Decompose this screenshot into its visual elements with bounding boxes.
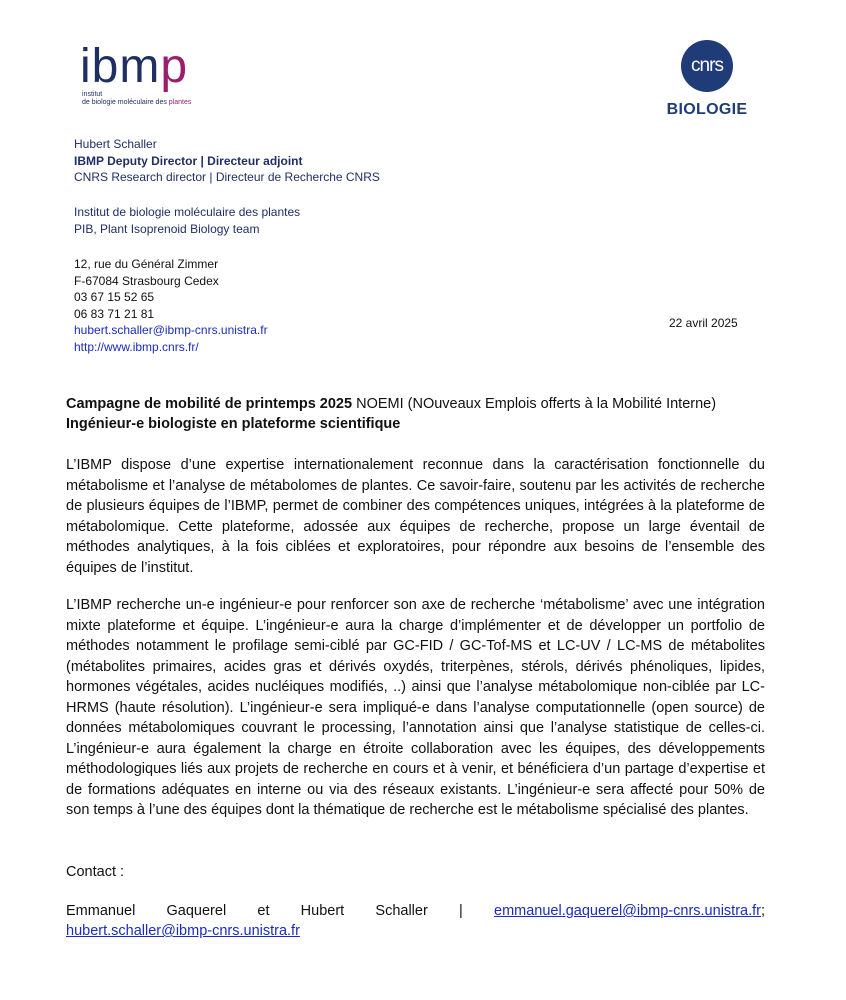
contact-email-2-link[interactable]: hubert.schaller@ibmp-cnrs.unistra.fr bbox=[66, 923, 300, 939]
sender-role: CNRS Research director | Directeur de Recherche CNRS bbox=[74, 170, 380, 184]
campaign-subtitle: NOEMI (NOuveaux Emplois offerts à la Mobilité Interne) bbox=[352, 396, 717, 412]
street: 12, rue du Général Zimmer bbox=[74, 257, 219, 271]
ibmp-logo-word: ibm bbox=[80, 40, 161, 93]
sender-name: Hubert Schaller bbox=[74, 137, 157, 151]
institute-name: Institut de biologie moléculaire des plantes bbox=[74, 205, 301, 219]
paragraph-1: L’IBMP dispose d’une expertise internationalement reconnue dans la caractérisation fonctionnelle du métabolisme et l’analyse de métabolomes de plantes. Ce savoir-faire, soutenu par les activités de recherche de plusieurs équipes de l’IBMP, permet de combiner des compétences uniques, intégrées à la plateforme de métabolomique. Cette plateforme, adossée aux équipes de recherche, propose un large éventail de méthodes analytiques, à la fois ciblées et exploratoires, pour répondre aux besoins de l’ensemble des équipes de l’institut. bbox=[66, 457, 765, 576]
contact-email-1-link[interactable]: emmanuel.gaquerel@ibmp-cnrs.unistra.fr bbox=[494, 903, 761, 919]
contact-names: Emmanuel Gaquerel et Hubert Schaller | bbox=[66, 903, 463, 919]
letter-date: 22 avril 2025 bbox=[669, 316, 738, 330]
website-link[interactable]: http://www.ibmp.cnrs.fr/ bbox=[74, 339, 199, 354]
ibmp-tagline-line2: de biologie moléculaire des bbox=[82, 99, 169, 106]
campaign-title: Campagne de mobilité de printemps 2025 bbox=[66, 396, 353, 412]
cnrs-logo-label: BIOLOGIE bbox=[666, 101, 748, 118]
position-title: Ingénieur-e biologiste en plateforme scientifique bbox=[66, 416, 401, 432]
ibmp-logo bbox=[80, 40, 220, 114]
contact-separator: ; bbox=[760, 903, 765, 919]
paragraph-2: L’IBMP recherche un-e ingénieur-e pour renforcer son axe de recherche ‘métabolisme’ avec une intégration mixte plateforme et équipe. L’ingénieur-e aura la charge d’implémenter et de développer un portfolio de méthodes notamment le profilage semi-ciblé par GC-FID / GC-Tof-MS et LC-UV / LC-MS de métabolites (métabolites primaires, acides gras et dérivés oxydés, triterpènes, stérols, dérivés phénoliques, lipides, hormones végétales, acides nucléiques modifiés, ..) ainsi que l’analyse métabolomique non-ciblée par LC-HRMS (haute résolution). L’ingénieur-e sera impliqué-e dans l’analyse computationnelle (open source) de données métabolomiques couvrant le processing, l’annotation ainsi que l’analyse statistique de celles-ci. L’ingénieur-e aura également la charge en étroite collaboration avec les équipes, des développements méthodologiques liés aux projets de recherche en cours et à venir, et bénéficiera d’un partage d’expertise et de formations adéquates en interne ou via des réseaux existants. L’ingénieur-e sera affecté pour 50% de son temps à l’une des équipes dont la thématique de recherche est le métabolisme spécialisé des plantes. bbox=[66, 597, 765, 818]
ibmp-tagline-line1: institut bbox=[82, 91, 103, 98]
contact-label: Contact : bbox=[66, 864, 125, 880]
letter-heading bbox=[66, 394, 786, 434]
team-name: PIB, Plant Isoprenoid Biology team bbox=[74, 221, 260, 236]
ibmp-tagline-accent: plantes bbox=[168, 99, 192, 106]
address-block bbox=[74, 256, 268, 355]
sender-block bbox=[74, 136, 380, 186]
ibmp-logo-word-accent: p bbox=[160, 40, 189, 93]
contact-line bbox=[66, 901, 765, 922]
cnrs-biologie-logo bbox=[664, 40, 754, 120]
city: F-67084 Strasbourg Cedex bbox=[74, 273, 219, 288]
institute-block bbox=[74, 204, 300, 237]
phone-2: 06 83 71 21 81 bbox=[74, 306, 155, 321]
ibmp-logo-tagline bbox=[82, 91, 191, 107]
sender-title: IBMP Deputy Director | Directeur adjoint bbox=[74, 153, 303, 168]
contact-line-2 bbox=[66, 921, 300, 942]
sender-email-link[interactable]: hubert.schaller@ibmp-cnrs.unistra.fr bbox=[74, 323, 268, 337]
cnrs-logo-circle: cnrs bbox=[681, 40, 733, 92]
phone-1: 03 67 15 52 65 bbox=[74, 290, 155, 304]
